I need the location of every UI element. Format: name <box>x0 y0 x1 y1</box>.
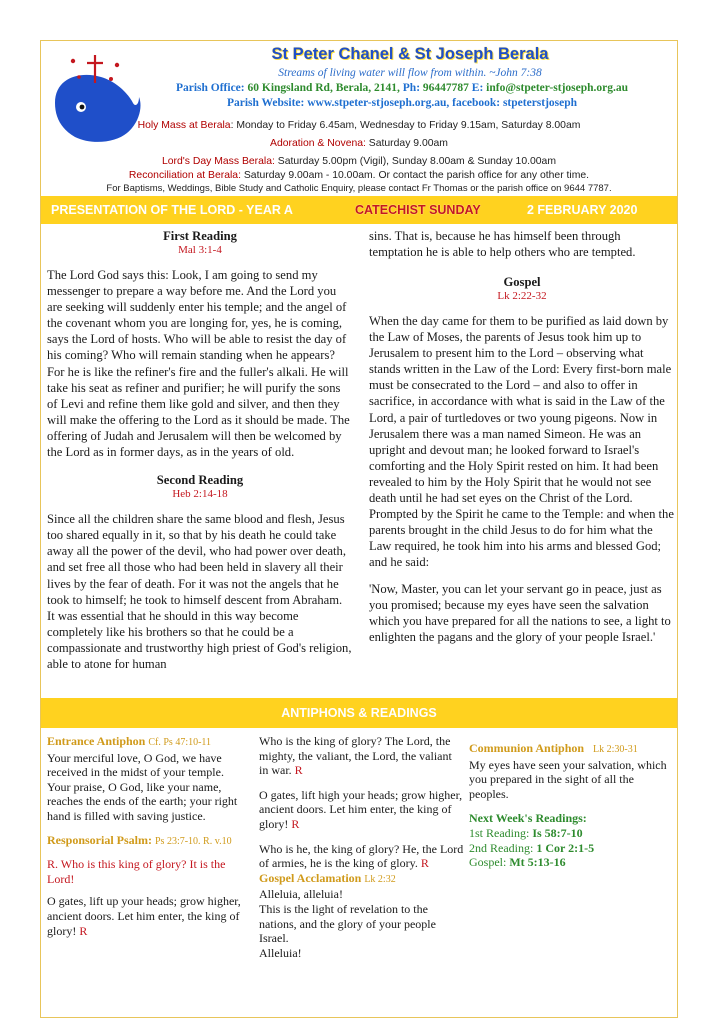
parish-title: St Peter Chanel & St Joseph Berala <box>271 45 549 63</box>
parish-motto: Streams of living water will flow from within. ~John 7:38 <box>278 67 542 79</box>
communion-ref: Lk 2:30-31 <box>593 744 638 755</box>
reconciliation-times <box>41 170 677 181</box>
psalm-verse-4-text: Who is he, the king of glory? He, the Lord of armies, he is the king of glory. <box>259 841 464 871</box>
lordsday-label: Lord's Day Mass Berala: <box>162 156 275 167</box>
phone-label: Ph: <box>402 82 421 94</box>
mass-times <box>41 120 677 131</box>
second-reading-title: Second Reading <box>156 473 244 488</box>
psalm-ref: Ps 23:7-10. R. v.10 <box>155 835 232 847</box>
readings-right-column <box>369 228 675 645</box>
acclamation-alleluia-1: Alleluia, alleluia! <box>259 887 343 902</box>
phone-number: 96447787 <box>422 82 469 94</box>
antiphons-column-1 <box>47 734 247 938</box>
gospel-ref: Lk 2:22-32 <box>497 290 547 302</box>
next-gospel <box>469 855 675 870</box>
second-reading-text: Since all the children share the same blood and flesh, Jesus too shared equally in it, so that by his death he could take away all the power of the devil, who had power over death, and set free all those who had been held in slavery all their lives by the fear of death. For it was not the angels that he took to himself; he took to himself descent from Abraham. It was essential that he should in this way become completely like his brothers so that he could be a compassionate and trustworthy high priest of God's religion, able to atone for human <box>47 512 352 671</box>
mass-times-text: : Monday to Friday 6.45am, Wednesday to Friday 9.15am, Saturday 8.00am <box>230 120 581 131</box>
facebook-link[interactable]: stpeterstjoseph <box>502 97 578 109</box>
acclamation-label: Gospel Acclamation <box>259 870 362 885</box>
psalm-verse-1-text: O gates, lift up your heads; grow higher, ancient doors. Let him enter, the king of glory! <box>47 894 241 938</box>
acclamation-alleluia-2: Alleluia! <box>259 945 302 960</box>
second-reading-ref: Heb 2:14-18 <box>172 488 228 501</box>
gospel-title: Gospel <box>503 275 541 289</box>
response-mark: R <box>420 856 429 871</box>
facebook-label: facebook: <box>452 97 501 109</box>
psalm-verse-2-text: Who is the king of glory? The Lord, the mighty, the valiant, the Lord, the valiant in war. <box>259 734 452 778</box>
first-reading-ref: Mal 3:1-4 <box>178 244 222 256</box>
psalm-verse-3-text: O gates, lift high your heads; grow higher, ancient doors. Let him enter, the king of glory! <box>259 787 463 831</box>
office-address: 60 Kingsland Rd, Berala, 2141, <box>247 82 400 94</box>
psalm-verse-2 <box>259 734 464 778</box>
entrance-antiphon-ref: Cf. Ps 47:10-11 <box>148 737 212 748</box>
psalm-label: Responsorial Psalm: <box>47 832 152 847</box>
feast-date: 2 FEBRUARY 2020 <box>527 203 638 217</box>
feast-title: PRESENTATION OF THE LORD - YEAR A <box>51 203 293 217</box>
lordsday-times-text: Saturday 5.00pm (Vigil), Sunday 8.00am & Sunday 10.00am <box>274 156 556 167</box>
antiphons-banner: ANTIPHONS & READINGS <box>41 698 677 728</box>
psalm-verse-3 <box>259 788 464 832</box>
entrance-antiphon-text: Your merciful love, O God, we have received in the midst of your temple. Your praise, O God, like your name, reaches the ends of the earth; your right hand is filled with saving justice. <box>47 750 238 823</box>
parish-web-line <box>131 97 673 109</box>
acclamation-heading <box>259 871 464 888</box>
parish-header <box>41 41 677 193</box>
second-reading-continued: sins. That is, because he has himself been through temptation he is able to help others who are tempted. <box>369 229 636 259</box>
response-mark: R <box>291 816 300 831</box>
next-reading-1-ref: Is 58:7-10 <box>532 825 583 840</box>
adoration-times <box>41 138 677 149</box>
first-reading-text: The Lord God says this: Look, I am going to send my messenger to prepare a way before me. And the Lord you are seeking will suddenly enter his temple; and the angel of the covenant whom you are longing for, yes, he is coming, says the Lord of hosts. Who will be able to resist the day of his coming? Who will remain standing when he appears? For he is like the refiner's fire and the fuller's alkali. He will take his seat as refiner and purifier; he will purify the sons of Levi and refine them like gold and silver, and then they will make the offering to the Lord as it should be made. The offering of Judah and Jerusalem will then be welcomed by the Lord as in former days, as in the years of old. <box>47 268 350 460</box>
next-gospel-label: Gospel: <box>469 855 507 870</box>
enquiry-line: For Baptisms, Weddings, Bible Study and Catholic Enquiry, please contact Fr Thomas or the parish office on 9644 7787. <box>106 183 612 194</box>
next-reading-2-label: 2nd Reading: <box>469 840 534 855</box>
next-reading-2-ref: 1 Cor 2:1-5 <box>536 840 595 855</box>
antiphons-column-2 <box>259 734 464 960</box>
next-gospel-ref: Mt 5:13-16 <box>509 855 566 870</box>
gospel-quote: 'Now, Master, you can let your servant go in peace, just as you promised; because my eyes have seen the salvation which you have prepared for all the nations to see, a light to enlighten the pagans and the glory of your people Israel.' <box>369 581 671 644</box>
reconciliation-times-text: Saturday 9.00am - 10.00am. Or contact the parish office for any other time. <box>240 170 590 181</box>
feast-banner <box>41 196 677 224</box>
parish-office-line <box>131 82 673 94</box>
communion-label: Communion Antiphon <box>469 741 585 755</box>
acclamation-text: This is the light of revelation to the nations, and the glory of your people Israel. <box>259 901 436 946</box>
office-label: Parish Office: <box>175 82 245 94</box>
email-link[interactable]: info@stpeter-stjoseph.org.au <box>486 82 629 94</box>
psalm-heading <box>47 833 247 850</box>
response-mark: R <box>79 923 88 938</box>
lordsday-times <box>41 156 677 167</box>
adoration-times-text: Saturday 9.00am <box>365 138 448 149</box>
communion-heading <box>469 741 675 758</box>
psalm-verse-1 <box>47 894 247 938</box>
acclamation-ref: Lk 2:32 <box>364 873 396 885</box>
website-link[interactable]: www.stpeter-stjoseph.org.au, <box>307 97 450 109</box>
psalm-response: R. Who is this king of glory? It is the Lord! <box>47 857 226 886</box>
adoration-label: Adoration & Novena: <box>270 138 366 149</box>
readings-left-column <box>47 228 353 672</box>
entrance-antiphon-label: Entrance Antiphon <box>47 734 146 748</box>
reconciliation-label: Reconciliation at Berala: <box>128 170 241 181</box>
next-reading-2 <box>469 841 675 856</box>
entrance-antiphon-heading <box>47 734 247 751</box>
next-reading-1 <box>469 826 675 841</box>
gospel-text: When the day came for them to be purified as laid down by the Law of Moses, the parents of Jesus took him up to Jerusalem to present him to the Lord – observing what stands written in the Law of the Lord: Every first-born male must be consecrated to the Lord – and also to offer in sacrifice, in accordance with what is said in the Law of the Lord, a pair of turtledoves or two young pigeons. Now in Jerusalem there was a man named Simeon. He was an upright and devout man; he looked forward to Israel's comforting and the Holy Spirit rested on him. It had been revealed to him by the Holy Spirit that he would not see death until he had set eyes on the Christ of the Lord. Prompted by the Spirit he came to the Temple: and when the parents brought in the child Jesus to do for him what the Law required, he took him into his arms and blessed God; and he said: <box>369 314 674 570</box>
communion-text: My eyes have seen your salvation, which you prepared in the sight of all the peoples. <box>469 757 667 801</box>
psalm-verse-4 <box>259 842 464 871</box>
next-reading-1-label: 1st Reading: <box>469 825 530 840</box>
catechist-sunday-label: CATECHIST SUNDAY <box>355 203 481 217</box>
first-reading-title: First Reading <box>163 229 237 243</box>
website-label: Parish Website: <box>226 97 305 109</box>
bulletin-page <box>40 40 678 1018</box>
mass-label: Holy Mass at Berala <box>137 120 231 131</box>
response-mark: R <box>294 763 303 778</box>
antiphons-column-3 <box>469 741 675 870</box>
next-week-label: Next Week's Readings: <box>469 811 587 826</box>
email-label: E: <box>471 82 484 94</box>
